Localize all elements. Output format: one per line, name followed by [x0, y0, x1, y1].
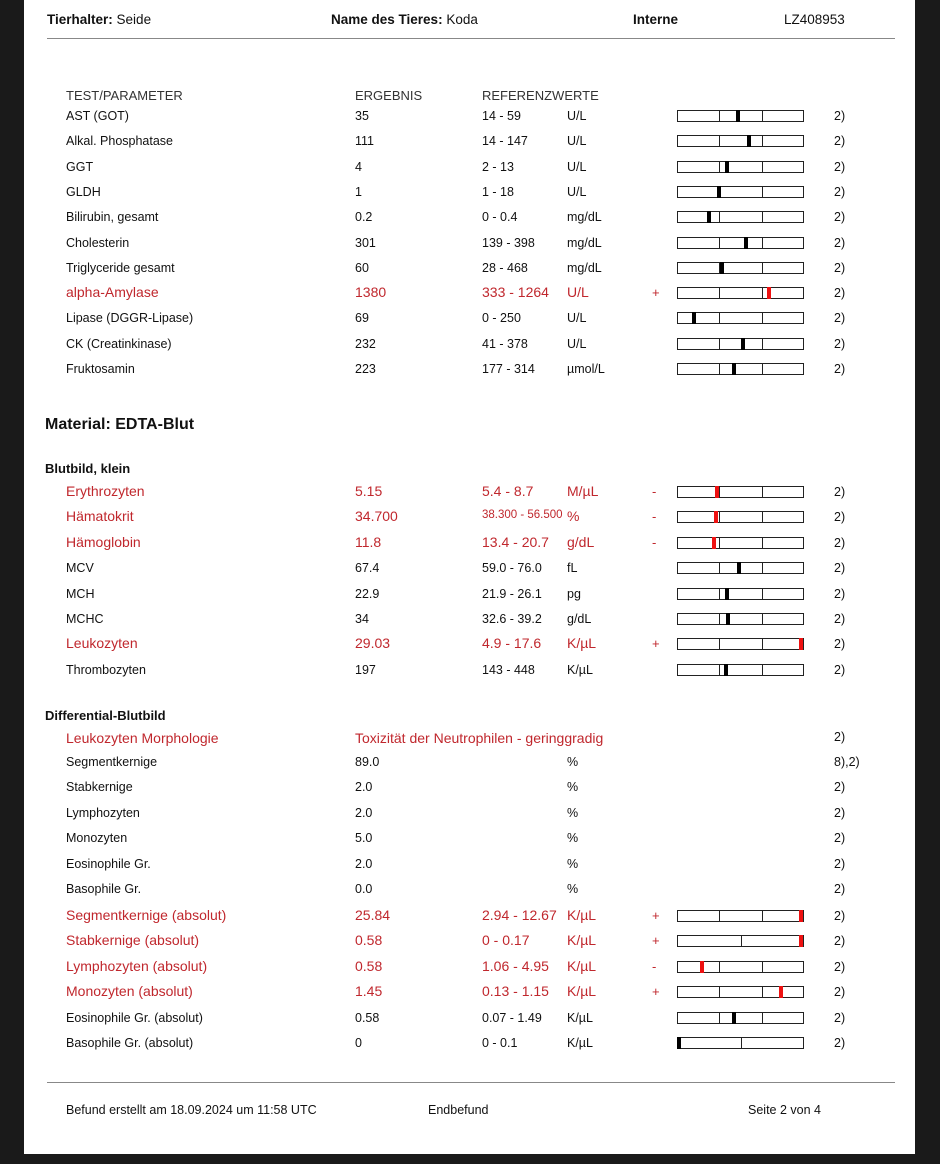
unit: mg/dL — [567, 210, 602, 225]
test-name: Segmentkernige — [66, 755, 158, 769]
test-result: 0 — [355, 1036, 362, 1050]
unit: U/L — [567, 134, 587, 149]
range-tick — [719, 639, 720, 649]
test-note: 2) — [834, 662, 846, 677]
test-result: 5.15 — [355, 483, 383, 499]
result-marker — [799, 638, 803, 650]
range-tick — [719, 288, 720, 298]
result-marker — [737, 562, 741, 574]
result-marker — [692, 312, 696, 324]
test-note: 2) — [834, 985, 846, 1000]
test-result: 223 — [355, 362, 376, 376]
range-tick — [762, 339, 763, 349]
test-result: 1 — [355, 184, 362, 199]
footer-page-number: Seite 2 von 4 — [748, 1103, 821, 1117]
test-name: Stabkernige — [66, 780, 133, 795]
result-marker — [714, 511, 718, 523]
test-name: Basophile Gr. — [66, 882, 142, 896]
range-tick — [719, 136, 720, 146]
reference-range: 38.300 - 56.500 — [482, 509, 563, 522]
flag-indicator: + — [652, 636, 660, 652]
animal-value: Koda — [446, 12, 478, 27]
intern-field — [633, 12, 678, 27]
result-marker — [700, 961, 704, 973]
test-note: 8),2) — [834, 755, 860, 769]
range-tick — [719, 487, 720, 497]
reference-range: 32.6 - 39.2 — [482, 612, 542, 626]
report-id: LZ408953 — [784, 12, 845, 27]
range-tick — [762, 639, 763, 649]
flag-indicator: - — [652, 484, 657, 499]
reference-range: 0.13 - 1.15 — [482, 983, 549, 1000]
test-result: 34.700 — [355, 508, 398, 525]
test-name: Monozyten — [66, 831, 128, 846]
test-note: 2) — [834, 909, 846, 923]
range-tick — [719, 987, 720, 997]
range-bar — [677, 910, 804, 922]
range-tick — [719, 162, 720, 172]
section-differential: Differential-Blutbild — [45, 708, 166, 723]
test-note: 2) — [834, 260, 846, 275]
result-marker — [725, 161, 729, 173]
unit: K/µL — [567, 662, 593, 677]
range-tick — [719, 614, 720, 624]
test-note: 2) — [834, 109, 846, 123]
range-tick — [762, 589, 763, 599]
unit: % — [567, 508, 580, 525]
range-tick — [719, 1013, 720, 1023]
test-name: Hämoglobin — [66, 533, 141, 550]
unit: fL — [567, 561, 578, 576]
unit: K/µL — [567, 983, 597, 1000]
reference-range: 139 - 398 — [482, 235, 535, 250]
test-result: 4 — [355, 159, 362, 174]
test-result: 67.4 — [355, 561, 380, 576]
test-name: Lipase (DGGR-Lipase) — [66, 311, 194, 326]
range-tick — [719, 589, 720, 599]
test-result: 232 — [355, 336, 376, 351]
result-marker — [677, 1037, 681, 1049]
test-result: 5.0 — [355, 831, 373, 846]
test-name: Cholesterin — [66, 235, 130, 250]
range-tick — [719, 238, 720, 248]
test-result: 22.9 — [355, 586, 380, 601]
test-result: 0.58 — [355, 932, 383, 949]
footer-rule — [47, 1082, 895, 1083]
animal-field — [331, 12, 478, 27]
unit: g/dL — [567, 533, 595, 550]
owner-label: Tierhalter: — [47, 12, 113, 27]
test-note: 2) — [834, 336, 846, 351]
result-marker — [707, 211, 711, 223]
reference-range: 0 - 0.1 — [482, 1036, 518, 1050]
reference-range: 2.94 - 12.67 — [482, 907, 557, 923]
test-name: Eosinophile Gr. (absolut) — [66, 1010, 203, 1025]
result-marker — [732, 363, 736, 375]
range-tick — [762, 238, 763, 248]
unit: U/L — [567, 284, 589, 301]
range-bar — [677, 110, 804, 122]
range-tick — [762, 614, 763, 624]
flag-indicator: + — [652, 984, 660, 1000]
range-bar — [677, 486, 804, 498]
test-note: 2) — [834, 856, 846, 871]
test-note: 2) — [834, 730, 846, 744]
test-result: 0.0 — [355, 882, 373, 896]
flag-indicator: + — [652, 908, 660, 923]
unit: % — [567, 780, 579, 795]
range-tick — [762, 987, 763, 997]
range-tick — [719, 538, 720, 548]
test-name: AST (GOT) — [66, 109, 129, 123]
result-marker — [720, 262, 724, 274]
range-tick — [762, 487, 763, 497]
range-tick — [762, 136, 763, 146]
unit: % — [567, 856, 579, 871]
range-tick — [719, 111, 720, 121]
test-result: 0.58 — [355, 957, 383, 974]
result-marker — [725, 588, 729, 600]
flag-indicator: - — [652, 958, 657, 974]
unit: µmol/L — [567, 362, 605, 376]
test-result: 89.0 — [355, 755, 380, 769]
reference-range: 14 - 147 — [482, 134, 528, 149]
test-name: Bilirubin, gesamt — [66, 210, 159, 225]
test-result: 35 — [355, 109, 369, 123]
range-tick — [741, 1038, 742, 1048]
test-name: Monozyten (absolut) — [66, 983, 193, 1000]
test-name: Hämatokrit — [66, 508, 134, 525]
test-result: 111 — [355, 134, 375, 149]
range-tick — [719, 212, 720, 222]
test-note: 2) — [834, 311, 846, 326]
test-result: 2.0 — [355, 805, 373, 820]
range-tick — [762, 665, 763, 675]
test-name: GLDH — [66, 184, 101, 199]
unit: K/µL — [567, 635, 597, 652]
test-result: 29.03 — [355, 635, 391, 652]
unit: U/L — [567, 336, 587, 351]
unit: K/µL — [567, 1036, 593, 1050]
reference-range: 143 - 448 — [482, 662, 535, 677]
animal-label: Name des Tieres: — [331, 12, 443, 27]
test-note: 2) — [834, 934, 846, 949]
test-result: 0.58 — [355, 1010, 380, 1025]
test-note: 2) — [834, 805, 846, 820]
range-tick — [762, 313, 763, 323]
flag-indicator: + — [652, 285, 660, 301]
result-marker — [715, 486, 719, 498]
unit: U/L — [567, 311, 587, 326]
test-result: 197 — [355, 662, 376, 677]
test-note: 2) — [834, 235, 846, 250]
range-bar — [677, 511, 804, 523]
range-tick — [762, 538, 763, 548]
test-result: 34 — [355, 612, 369, 626]
range-tick — [762, 962, 763, 972]
range-tick — [762, 1013, 763, 1023]
test-result: 0.2 — [355, 210, 373, 225]
unit: % — [567, 831, 579, 846]
owner-value: Seide — [116, 12, 152, 27]
range-bar — [677, 262, 804, 274]
flag-indicator: - — [652, 534, 657, 550]
range-tick — [762, 187, 763, 197]
range-tick — [762, 364, 763, 374]
unit: U/L — [567, 159, 587, 174]
reference-range: 2 - 13 — [482, 159, 514, 174]
test-name: Triglyceride gesamt — [66, 260, 175, 275]
unit: g/dL — [567, 612, 592, 626]
unit: U/L — [567, 184, 587, 199]
test-result: 25.84 — [355, 907, 391, 923]
test-result: 1380 — [355, 284, 387, 301]
col-test: TEST/PARAMETER — [66, 88, 183, 103]
result-marker — [717, 186, 721, 198]
flag-indicator: - — [652, 509, 657, 525]
unit: K/µL — [567, 932, 597, 949]
reference-range: 0 - 0.4 — [482, 210, 518, 225]
test-note: 2) — [834, 510, 846, 525]
test-name: CK (Creatinkinase) — [66, 336, 172, 351]
test-note: 2) — [834, 286, 846, 301]
test-note: 2) — [834, 210, 846, 225]
range-bar — [677, 186, 804, 198]
test-result: 11.8 — [355, 533, 382, 550]
reference-range: 1 - 18 — [482, 184, 514, 199]
unit: mg/dL — [567, 235, 602, 250]
reference-range: 5.4 - 8.7 — [482, 483, 534, 499]
range-bar — [677, 211, 804, 223]
test-name: Thrombozyten — [66, 662, 146, 677]
result-marker — [747, 135, 751, 147]
range-bar — [677, 664, 804, 676]
range-tick — [719, 665, 720, 675]
range-bar — [677, 562, 804, 574]
test-note: 2) — [834, 959, 846, 974]
unit: U/L — [567, 109, 587, 123]
test-name: Segmentkernige (absolut) — [66, 907, 227, 923]
range-bar — [677, 613, 804, 625]
range-bar — [677, 338, 804, 350]
range-tick — [741, 936, 742, 946]
result-marker — [732, 1012, 736, 1024]
test-note: 2) — [834, 159, 846, 174]
result-marker — [724, 664, 728, 676]
test-note: 2) — [834, 485, 846, 499]
test-result: 2.0 — [355, 856, 373, 871]
test-note: 2) — [834, 362, 846, 376]
range-bar — [677, 237, 804, 249]
test-note: 2) — [834, 780, 846, 795]
test-result: Toxizität der Neutrophilen - geringgradig — [355, 730, 604, 746]
reference-range: 0 - 250 — [482, 311, 521, 326]
test-name: MCH — [66, 586, 95, 601]
reference-range: 13.4 - 20.7 — [482, 533, 549, 550]
reference-range: 14 - 59 — [482, 109, 521, 123]
range-tick — [762, 512, 763, 522]
reference-range: 333 - 1264 — [482, 284, 549, 301]
range-bar — [677, 935, 804, 947]
range-bar — [677, 1037, 804, 1049]
reference-range: 1.06 - 4.95 — [482, 957, 549, 974]
test-name: Basophile Gr. (absolut) — [66, 1036, 194, 1050]
test-note: 2) — [834, 882, 846, 896]
col-ref: REFERENZWERTE — [482, 88, 599, 103]
test-note: 2) — [834, 561, 846, 576]
test-result: 301 — [355, 235, 376, 250]
result-marker — [726, 613, 730, 625]
range-tick — [762, 162, 763, 172]
range-tick — [762, 263, 763, 273]
result-marker — [741, 338, 745, 350]
test-name: Stabkernige (absolut) — [66, 932, 200, 949]
test-name: Fruktosamin — [66, 362, 135, 376]
result-marker — [736, 110, 740, 122]
reference-range: 41 - 378 — [482, 336, 528, 351]
test-name: Alkal. Phosphatase — [66, 134, 174, 149]
test-note: 2) — [834, 831, 846, 846]
reference-range: 59.0 - 76.0 — [482, 561, 542, 576]
result-marker — [799, 910, 803, 922]
range-bar — [677, 312, 804, 324]
range-tick — [719, 313, 720, 323]
intern-label: Interne — [633, 12, 679, 27]
test-note: 2) — [834, 612, 846, 626]
unit: K/µL — [567, 1010, 593, 1025]
test-name: Lymphozyten (absolut) — [66, 957, 208, 974]
range-tick — [719, 339, 720, 349]
reference-range: 0 - 0.17 — [482, 932, 530, 949]
unit: mg/dL — [567, 260, 602, 275]
test-name: Lymphozyten — [66, 805, 140, 820]
footer-status: Endbefund — [428, 1103, 489, 1117]
result-marker — [712, 537, 716, 549]
section-blutbild: Blutbild, klein — [45, 461, 131, 476]
range-tick — [719, 512, 720, 522]
reference-range: 28 - 468 — [482, 260, 528, 275]
range-bar — [677, 135, 804, 147]
test-name: Erythrozyten — [66, 483, 145, 499]
test-name: Leukozyten Morphologie — [66, 730, 219, 746]
test-name: GGT — [66, 159, 94, 174]
unit: K/µL — [567, 907, 597, 923]
range-bar — [677, 537, 804, 549]
range-bar — [677, 588, 804, 600]
test-name: MCHC — [66, 612, 104, 626]
range-tick — [719, 364, 720, 374]
range-tick — [762, 288, 763, 298]
range-bar — [677, 161, 804, 173]
test-result: 2.0 — [355, 780, 373, 795]
reference-range: 177 - 314 — [482, 362, 535, 376]
test-result: 60 — [355, 260, 369, 275]
owner-field — [47, 12, 151, 27]
reference-range: 0.07 - 1.49 — [482, 1010, 542, 1025]
range-bar — [677, 363, 804, 375]
test-name: MCV — [66, 561, 94, 576]
reference-range: 21.9 - 26.1 — [482, 586, 542, 601]
test-note: 2) — [834, 586, 846, 601]
range-bar — [677, 1012, 804, 1024]
test-note: 2) — [834, 637, 846, 652]
flag-indicator: + — [652, 933, 660, 949]
test-note: 2) — [834, 134, 846, 149]
test-name: Eosinophile Gr. — [66, 856, 151, 871]
range-tick — [762, 563, 763, 573]
report-page — [24, 0, 915, 1154]
unit: % — [567, 755, 579, 769]
range-bar — [677, 986, 804, 998]
test-name: alpha-Amylase — [66, 284, 159, 301]
result-marker — [767, 287, 771, 299]
result-marker — [779, 986, 783, 998]
test-name: Leukozyten — [66, 635, 138, 652]
col-result: ERGEBNIS — [355, 88, 423, 103]
result-marker — [799, 935, 803, 947]
test-result: 69 — [355, 311, 369, 326]
header-rule — [47, 38, 895, 39]
unit: % — [567, 882, 579, 896]
range-bar — [677, 961, 804, 973]
range-tick — [762, 212, 763, 222]
unit: K/µL — [567, 957, 597, 974]
test-note: 2) — [834, 184, 846, 199]
test-result: 1.45 — [355, 983, 383, 1000]
test-note: 2) — [834, 535, 846, 550]
range-tick — [719, 563, 720, 573]
test-note: 2) — [834, 1010, 846, 1025]
material-title: Material: EDTA-Blut — [45, 416, 195, 433]
unit: M/µL — [567, 483, 599, 499]
footer-created: Befund erstellt am 18.09.2024 um 11:58 UTC — [66, 1103, 317, 1117]
range-tick — [719, 962, 720, 972]
range-bar — [677, 287, 804, 299]
range-tick — [719, 911, 720, 921]
result-marker — [744, 237, 748, 249]
reference-range: 4.9 - 17.6 — [482, 635, 542, 652]
range-tick — [762, 111, 763, 121]
unit: % — [567, 805, 579, 820]
test-note: 2) — [834, 1036, 846, 1050]
unit: pg — [567, 586, 581, 601]
range-bar — [677, 638, 804, 650]
range-tick — [762, 911, 763, 921]
